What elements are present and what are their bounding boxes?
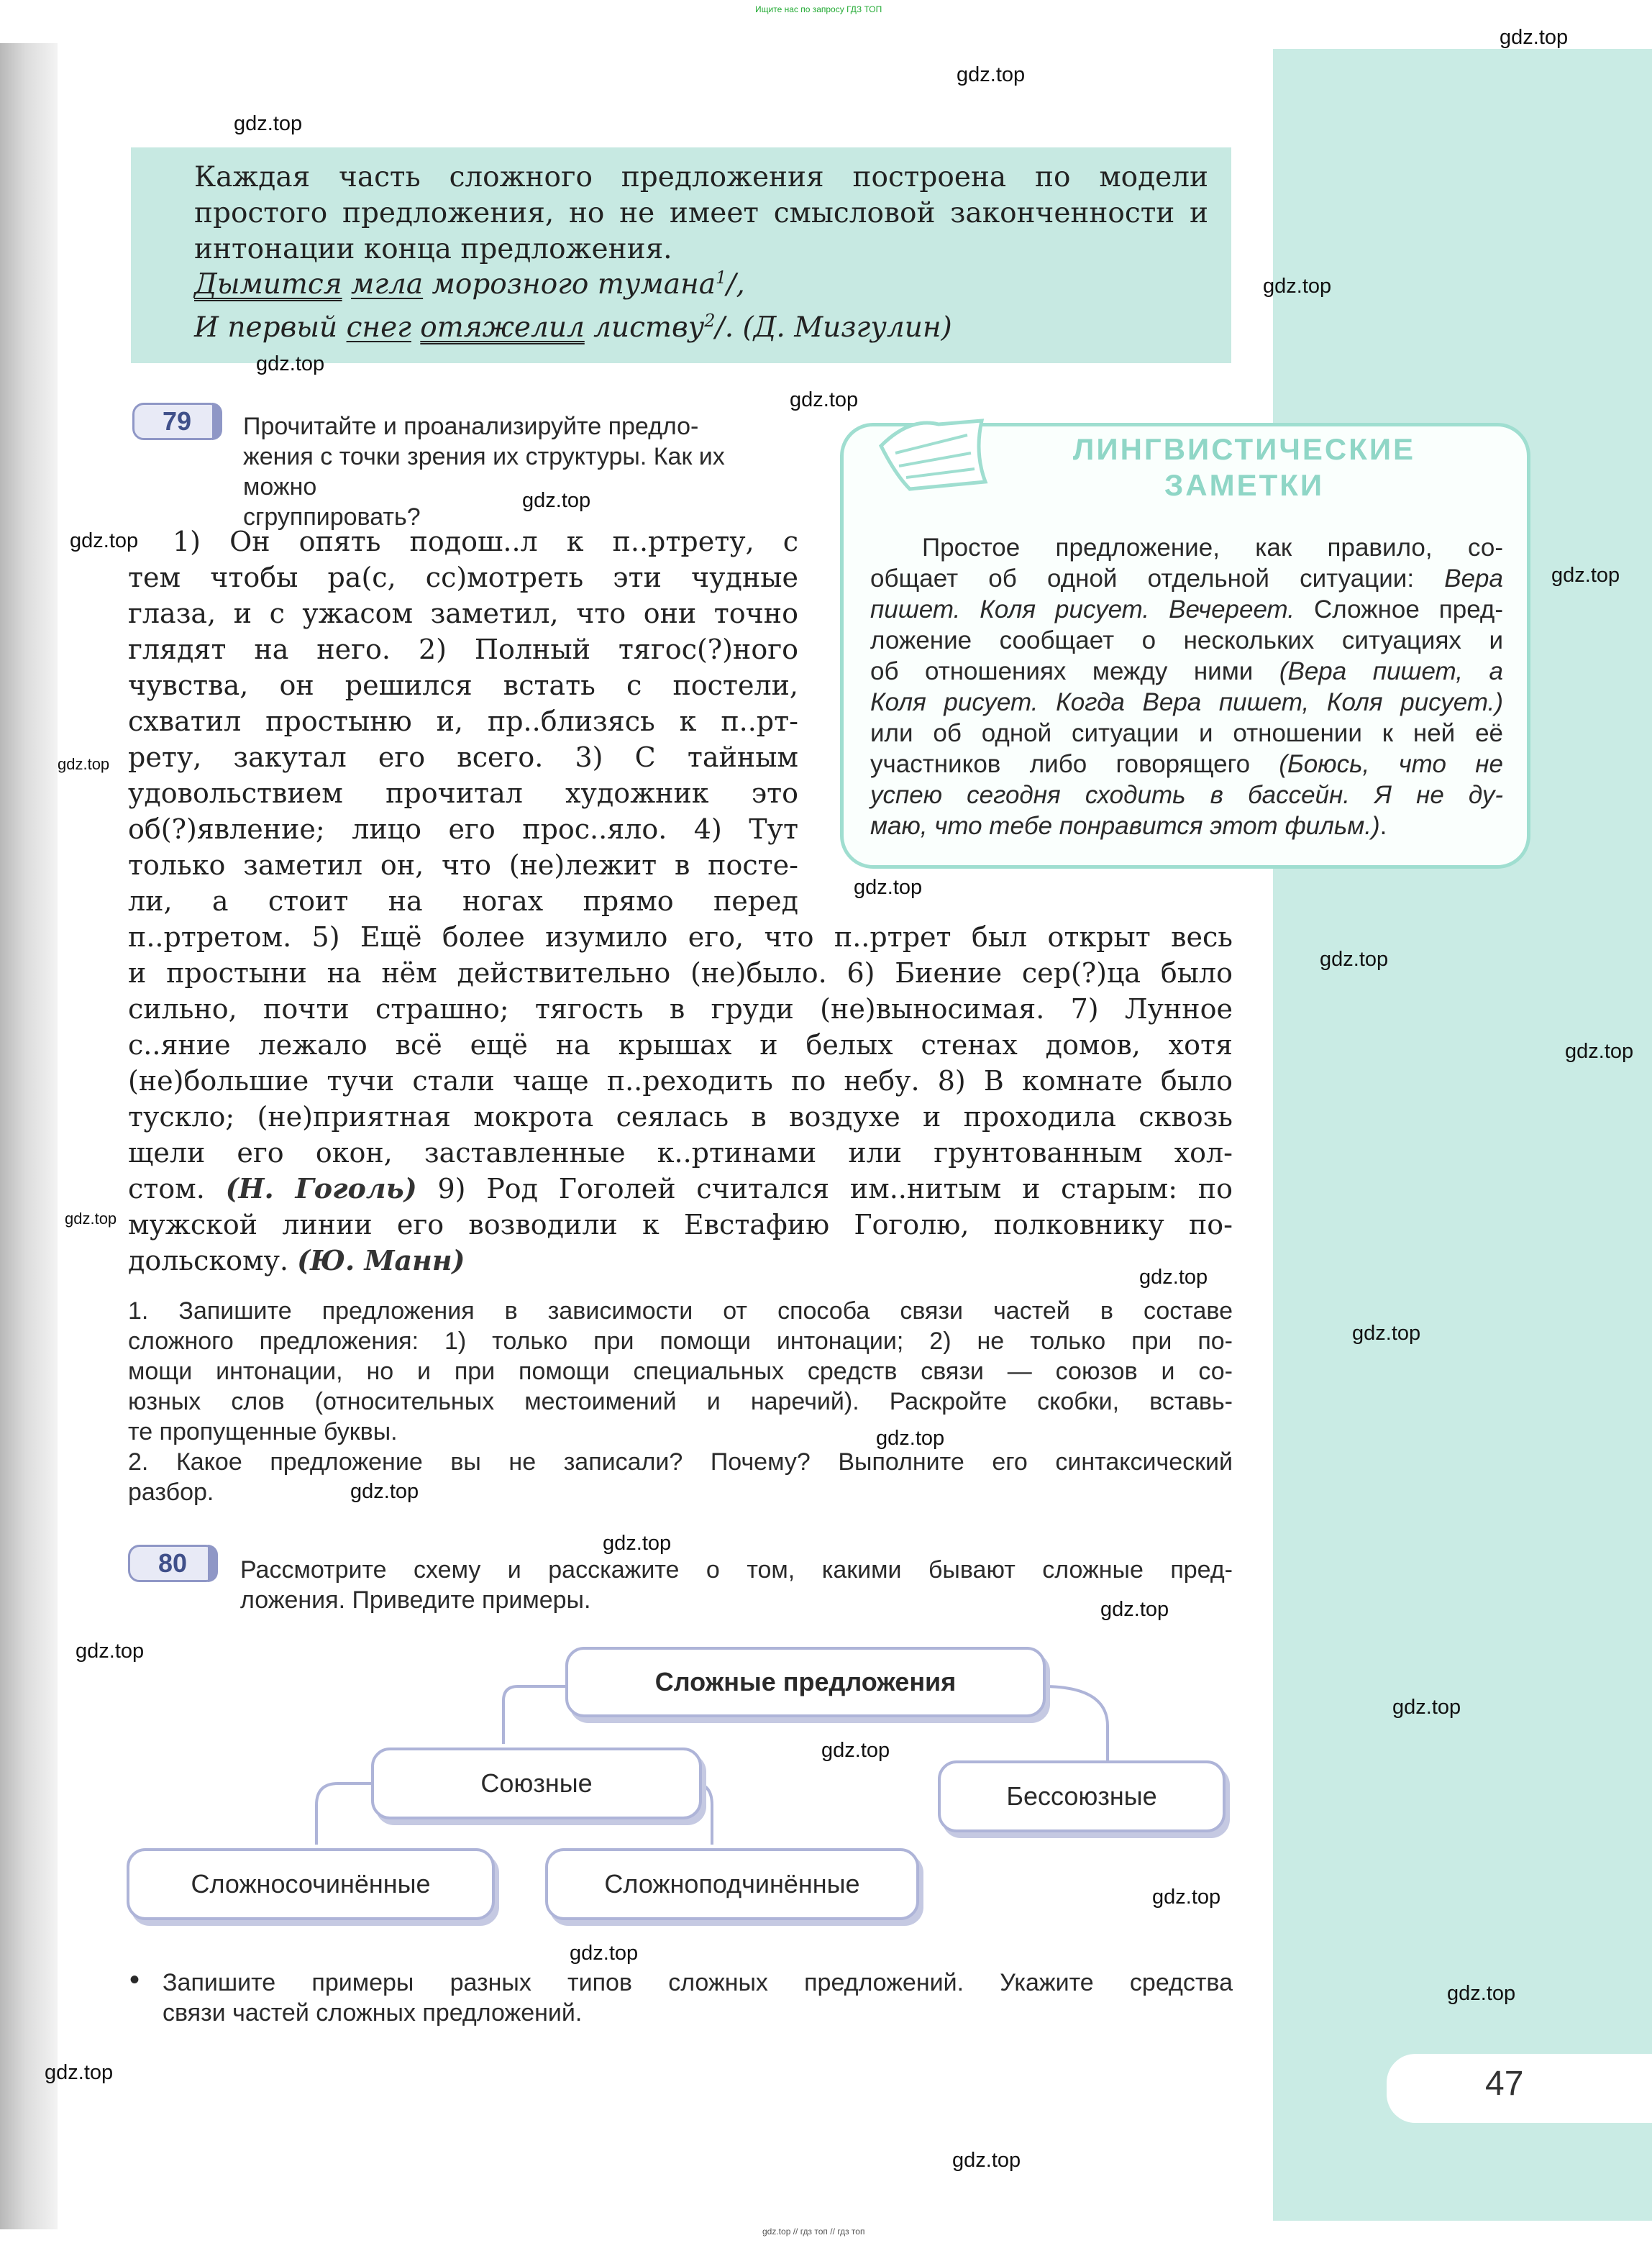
watermark: gdz.top	[76, 1640, 145, 1663]
watermark: gdz.top	[952, 2149, 1021, 2172]
watermark: gdz.top	[854, 876, 923, 899]
watermark: gdz.top	[65, 1210, 117, 1228]
rule-text: Каждая часть сложного предложения построена по модели простого предложения, но не имеет смысловой законченности и интонации конца предложения.	[194, 161, 1208, 265]
watermark: gdz.top	[821, 1739, 890, 1762]
bullet: •	[129, 1964, 140, 1996]
rule-example-1: Дымится мгла морозного тумана$^1$/,	[194, 268, 745, 301]
predicate-dymitsya: Дымится	[194, 268, 342, 301]
exercise-79-badge: 79	[132, 403, 222, 440]
diagram-node-union: Союзные	[371, 1748, 702, 1819]
watermark: gdz.top	[1352, 1322, 1421, 1345]
diagram-node-compound: Сложносочинённые	[127, 1848, 495, 1920]
watermark: gdz.top	[1447, 1982, 1516, 2005]
subject-sneg: снег	[346, 311, 411, 344]
watermark: gdz.top	[522, 489, 591, 512]
source-gogol: (Н. Гоголь)	[225, 1172, 417, 1205]
watermark: gdz.top	[790, 388, 859, 411]
watermark: gdz.top	[1500, 26, 1569, 49]
exercise-79-text-wide: п..ртретом. 5) Ещё более изумило его, что п..ртрет был открыт весь и простыни на нём действительно (не)было. 6) Биение сер(?)ца было сильно, почти страшно; тягость в груди (не)выносимая. 7) Лунное с..яние лежало всё ещё на крышах и белых стенах домов, хотя (не)большие тучи стали чаще п..реходить по небу. 8) В комнате было тускло; (не)приятная мокрота сеялась в воздухе и проходила сквозь щели его окон, заставленные к..ртинами или грунтованным хол- стом. (Н. Гоголь) 9) Род Гоголей считался им..нитым и старым: по мужской линии его возводили к Евстафию Гоголю, полковнику по-	[128, 921, 1233, 1241]
exercise-79-text-narrow: 1) Он опять подош..л к п..ртрету, с тем чтобы ра(с, сс)мотреть эти чудные глаза, и с ужасом заметил, что они точно глядят на него. 2) Полный тягос(?)ного чувства, он решился встать с постели, схватил простыню и, пр..близясь к п..рт- рету, закутал его всего. 3) С тайным удовольствием прочитал художник это об(?)явление; лицо его прос..яло. 4) Тут только заметил он, что (не)лежит в посте- ли, а стоит на ногах прямо перед	[128, 526, 798, 917]
source-mann: (Ю. Манн)	[297, 1244, 465, 1276]
exercise-80-badge: 80	[128, 1545, 217, 1582]
watermark: gdz.top	[957, 63, 1026, 86]
diagram-node-complex-subordinate: Сложноподчинённые	[545, 1848, 919, 1920]
watermark: gdz.top	[1152, 1886, 1221, 1909]
watermark: gdz.top	[1139, 1266, 1208, 1289]
diagram-node-complex-sentences: Сложные предложения	[565, 1647, 1046, 1717]
watermark: gdz.top	[1551, 564, 1620, 587]
page-number: 47	[1485, 2065, 1524, 2103]
predicate-otyazhelil: отяжелил	[420, 311, 585, 344]
line-mann: дольскому. (Ю. Манн)	[128, 1244, 465, 1276]
diagram-node-nonunion: Бессоюзные	[938, 1760, 1226, 1832]
exercise-79-task: Прочитайте и проанализируйте предло- жения с точки зрения их структуры. Как их можно сгруппировать?	[243, 413, 725, 531]
watermark: gdz.top	[58, 755, 110, 773]
rule-example-2: И первый снег отяжелил листву$^2$/. (Д. Мизгулин)	[194, 311, 952, 344]
watermark: gdz.top	[603, 1532, 672, 1555]
watermark: gdz.top	[234, 112, 303, 135]
watermark: gdz.top	[1392, 1696, 1461, 1719]
watermark: gdz.top	[350, 1480, 419, 1503]
exercise-80-final-task: Запишите примеры разных типов сложных предложений. Укажите средства связи частей сложных предложений.	[163, 1969, 1233, 2027]
watermark: gdz.top	[1320, 948, 1389, 971]
watermark: gdz.top	[45, 2061, 114, 2084]
linguistic-notes-text: Простое предложение, как правило, со- общает об одной отдельной ситуации: Вера пишет. Коля рисует. Вечереет. Сложное пред- ложение сообщает о нескольких ситуациях и об отношениях между ними (Вера пишет, а Коля рисует. Когда Вера пишет, Коля рисует.) или об одной ситуации и отношении к ней её участников либо говорящего (Боюсь, что не успею сегодня сходить в бассейн. Я не ду- маю, что тебе понравится этот фильм.).	[870, 534, 1504, 840]
exercise-79-questions: 1. Запишите предложения в зависимости от способа связи частей в составе сложного предложения: 1) только при помощи интонации; 2) не только при по- мощи интонации, но и при помощи специальных средств связи — союзов и со- юзных слов (относительных местоимений и наречий). Раскройте скобки, вставь- те пропущенные буквы. 2. Какое предложение вы не записали? Почему? Выполните его синтаксический разбор.	[128, 1297, 1233, 1506]
watermark: gdz.top	[1263, 275, 1332, 298]
watermark: gdz.top	[570, 1942, 639, 1965]
exercise-80-task: Рассмотрите схему и расскажите о том, какими бывают сложные пред- ложения. Приведите примеры.	[240, 1556, 1233, 1614]
bottom-note: gdz.top // гдз топ // гдз топ	[762, 2226, 865, 2237]
watermark: gdz.top	[70, 529, 139, 552]
watermark: gdz.top	[876, 1427, 945, 1450]
linguistic-notes-title: ЛИНГВИСТИЧЕСКИЕ ЗАМЕТКИ	[1072, 432, 1416, 502]
subject-mgla: мгла	[350, 268, 424, 301]
watermark: gdz.top	[1100, 1598, 1169, 1621]
top-note: Ищите нас по запросу ГДЗ ТОП	[755, 4, 882, 14]
watermark: gdz.top	[1565, 1040, 1634, 1063]
watermark: gdz.top	[256, 352, 325, 375]
line-gogol: стом. (Н. Гоголь) 9) Род Гоголей считался им..нитым и старым: по	[128, 1172, 1233, 1205]
